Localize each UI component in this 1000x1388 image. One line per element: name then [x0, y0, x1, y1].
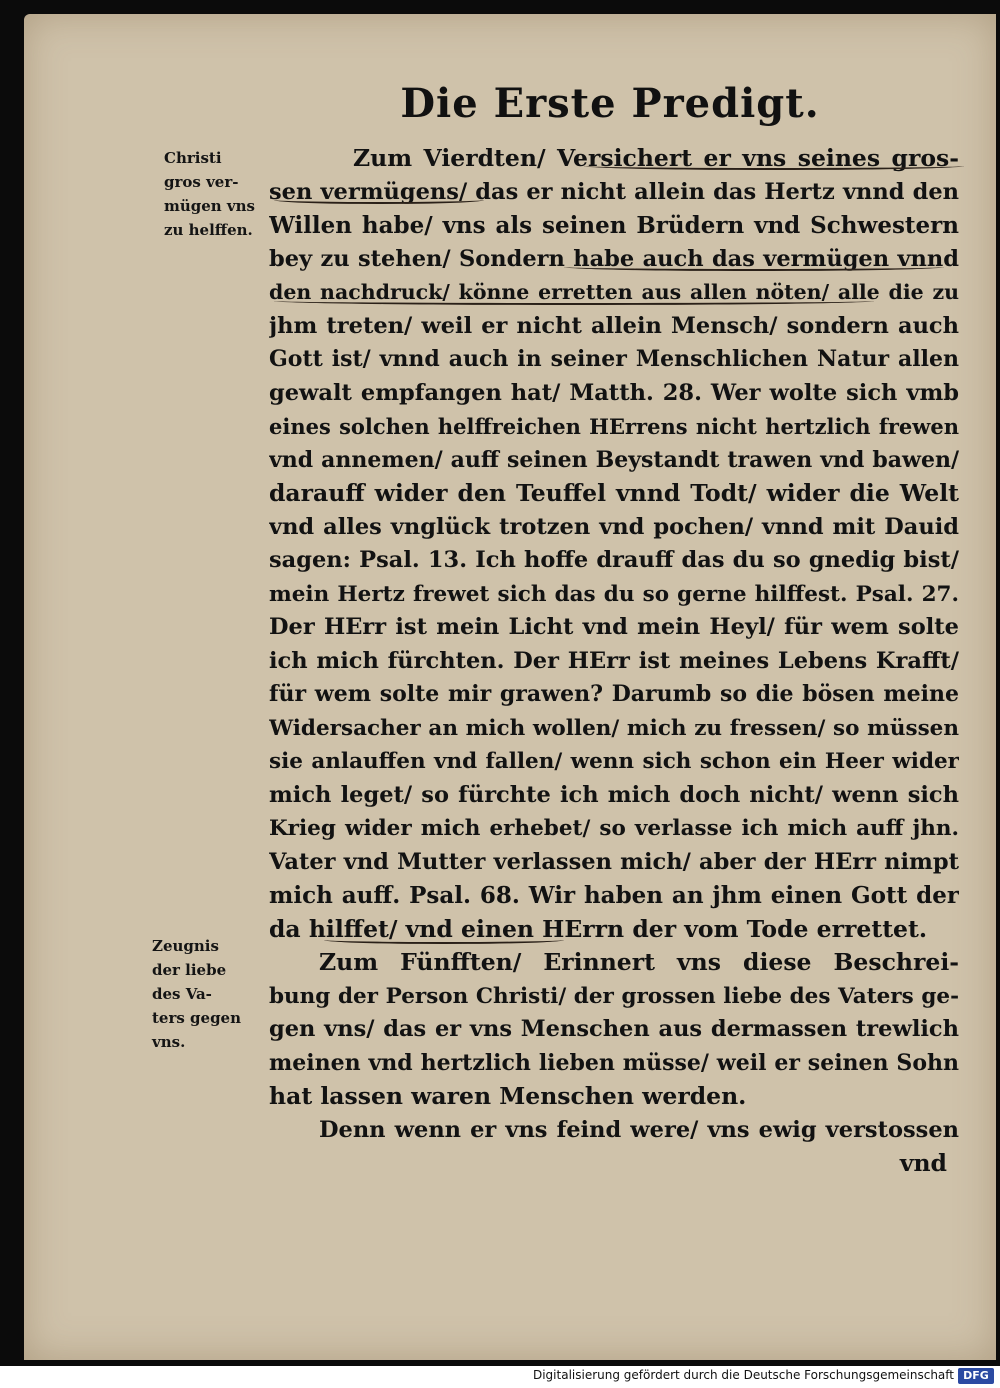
- text-line: sen vermügens/ das er nicht allein das Hertz vnnd den: [269, 178, 959, 205]
- dfg-logo-icon: DFG: [958, 1368, 994, 1384]
- margin-note-line: zu helffen.: [164, 221, 253, 239]
- text-line: gen vns/ das er vns Menschen aus dermassen trewlich: [269, 1016, 959, 1042]
- margin-note-line: gros ver-: [164, 173, 239, 191]
- text-line: Krieg wider mich erhebet/ so verlasse ich mich auff jhn.: [269, 816, 959, 841]
- footer-bar: [0, 1366, 1000, 1388]
- ink-underline: [274, 196, 484, 204]
- margin-note-line: Christi: [164, 149, 222, 167]
- text-line: bung der Person Christi/ der grossen liebe des Vaters ge-: [269, 983, 959, 1009]
- text-line: Gott ist/ vnnd auch in seiner Menschlichen Natur allen: [269, 346, 959, 372]
- text-line: sie anlauffen vnd fallen/ wenn sich schon ein Heer wider: [269, 749, 959, 774]
- text-line: mich auff. Psal. 68. Wir haben an jhm einen Gott der: [269, 882, 959, 909]
- ink-underline: [274, 297, 874, 305]
- text-line: mein Hertz frewet sich das du so gerne hilffest. Psal. 27.: [269, 581, 959, 607]
- margin-note-line: mügen vns: [164, 197, 256, 215]
- margin-note-2: [152, 934, 264, 1054]
- text-line: gewalt empfangen hat/ Matth. 28. Wer wolte sich vmb: [269, 379, 959, 406]
- text-line: Willen habe/ vns als seinen Brüdern vnd Schwestern: [269, 212, 959, 239]
- text-line: vnd annemen/ auff seinen Beystandt trawen vnd bawen/: [269, 446, 959, 473]
- text-line: Widersacher an mich wollen/ mich zu fressen/ so müssen: [269, 715, 959, 741]
- catchword: vnd: [899, 1149, 947, 1177]
- text-line: Der HErr ist mein Licht vnd mein Heyl/ für wem solte: [269, 614, 959, 640]
- text-line: den nachdruck/ könne erretten aus allen nöten/ alle die zu: [269, 280, 959, 304]
- margin-note-line: ters gegen: [152, 1009, 242, 1027]
- text-line: ich mich fürchten. Der HErr ist meines Lebens Krafft/: [269, 647, 959, 674]
- text-line: hat lassen waren Menschen werden.: [269, 1082, 747, 1110]
- margin-note-line: der liebe: [152, 961, 227, 979]
- text-line: vnd alles vnglück trotzen vnd pochen/ vnnd mit Dauid: [269, 513, 959, 540]
- text-line: meinen vnd hertzlich lieben müsse/ weil er seinen Sohn: [269, 1049, 959, 1076]
- ink-underline: [324, 936, 564, 944]
- text-line: bey zu stehen/ Sondern habe auch das vermügen vnnd: [269, 245, 959, 272]
- running-head: Die Erste Predigt.: [400, 80, 820, 127]
- text-line: für wem solte mir grawen? Darumb so die bösen meine: [269, 681, 959, 707]
- text-line: sagen: Psal. 13. Ich hoffe drauff das du so gnedig bist/: [269, 547, 959, 573]
- margin-note-line: des Va-: [152, 985, 212, 1003]
- margin-note-1: [164, 146, 274, 242]
- text-line: jhm treten/ weil er nicht allein Mensch/ sondern auch: [269, 312, 959, 339]
- text-line: eines solchen helffreichen HErrens nicht hertzlich frewen: [269, 414, 959, 439]
- book-page: [24, 14, 996, 1360]
- text-line: Denn wenn er vns feind were/ vns ewig verstossen: [319, 1116, 959, 1143]
- text-line: Zum Fünfften/ Erinnert vns diese Beschrei-: [319, 948, 959, 976]
- ink-underline: [584, 162, 964, 170]
- ink-underline: [564, 263, 944, 271]
- footer-credit: Digitalisierung gefördert durch die Deutsche Forschungsgemeinschaft: [532, 1368, 954, 1382]
- margin-note-line: Zeugnis: [152, 937, 219, 955]
- text-line: Zum Vierdten/ Versichert er vns seines gros-: [353, 144, 959, 172]
- text-line: da hilffet/ vnd einen HErrn der vom Tode errettet.: [269, 914, 928, 943]
- text-line: darauff wider den Teuffel vnnd Todt/ wider die Welt: [269, 479, 959, 507]
- margin-note-line: vns.: [152, 1033, 186, 1051]
- text-line: Vater vnd Mutter verlassen mich/ aber der HErr nimpt: [269, 848, 959, 875]
- text-line: mich leget/ so fürchte ich mich doch nicht/ wenn sich: [269, 781, 959, 808]
